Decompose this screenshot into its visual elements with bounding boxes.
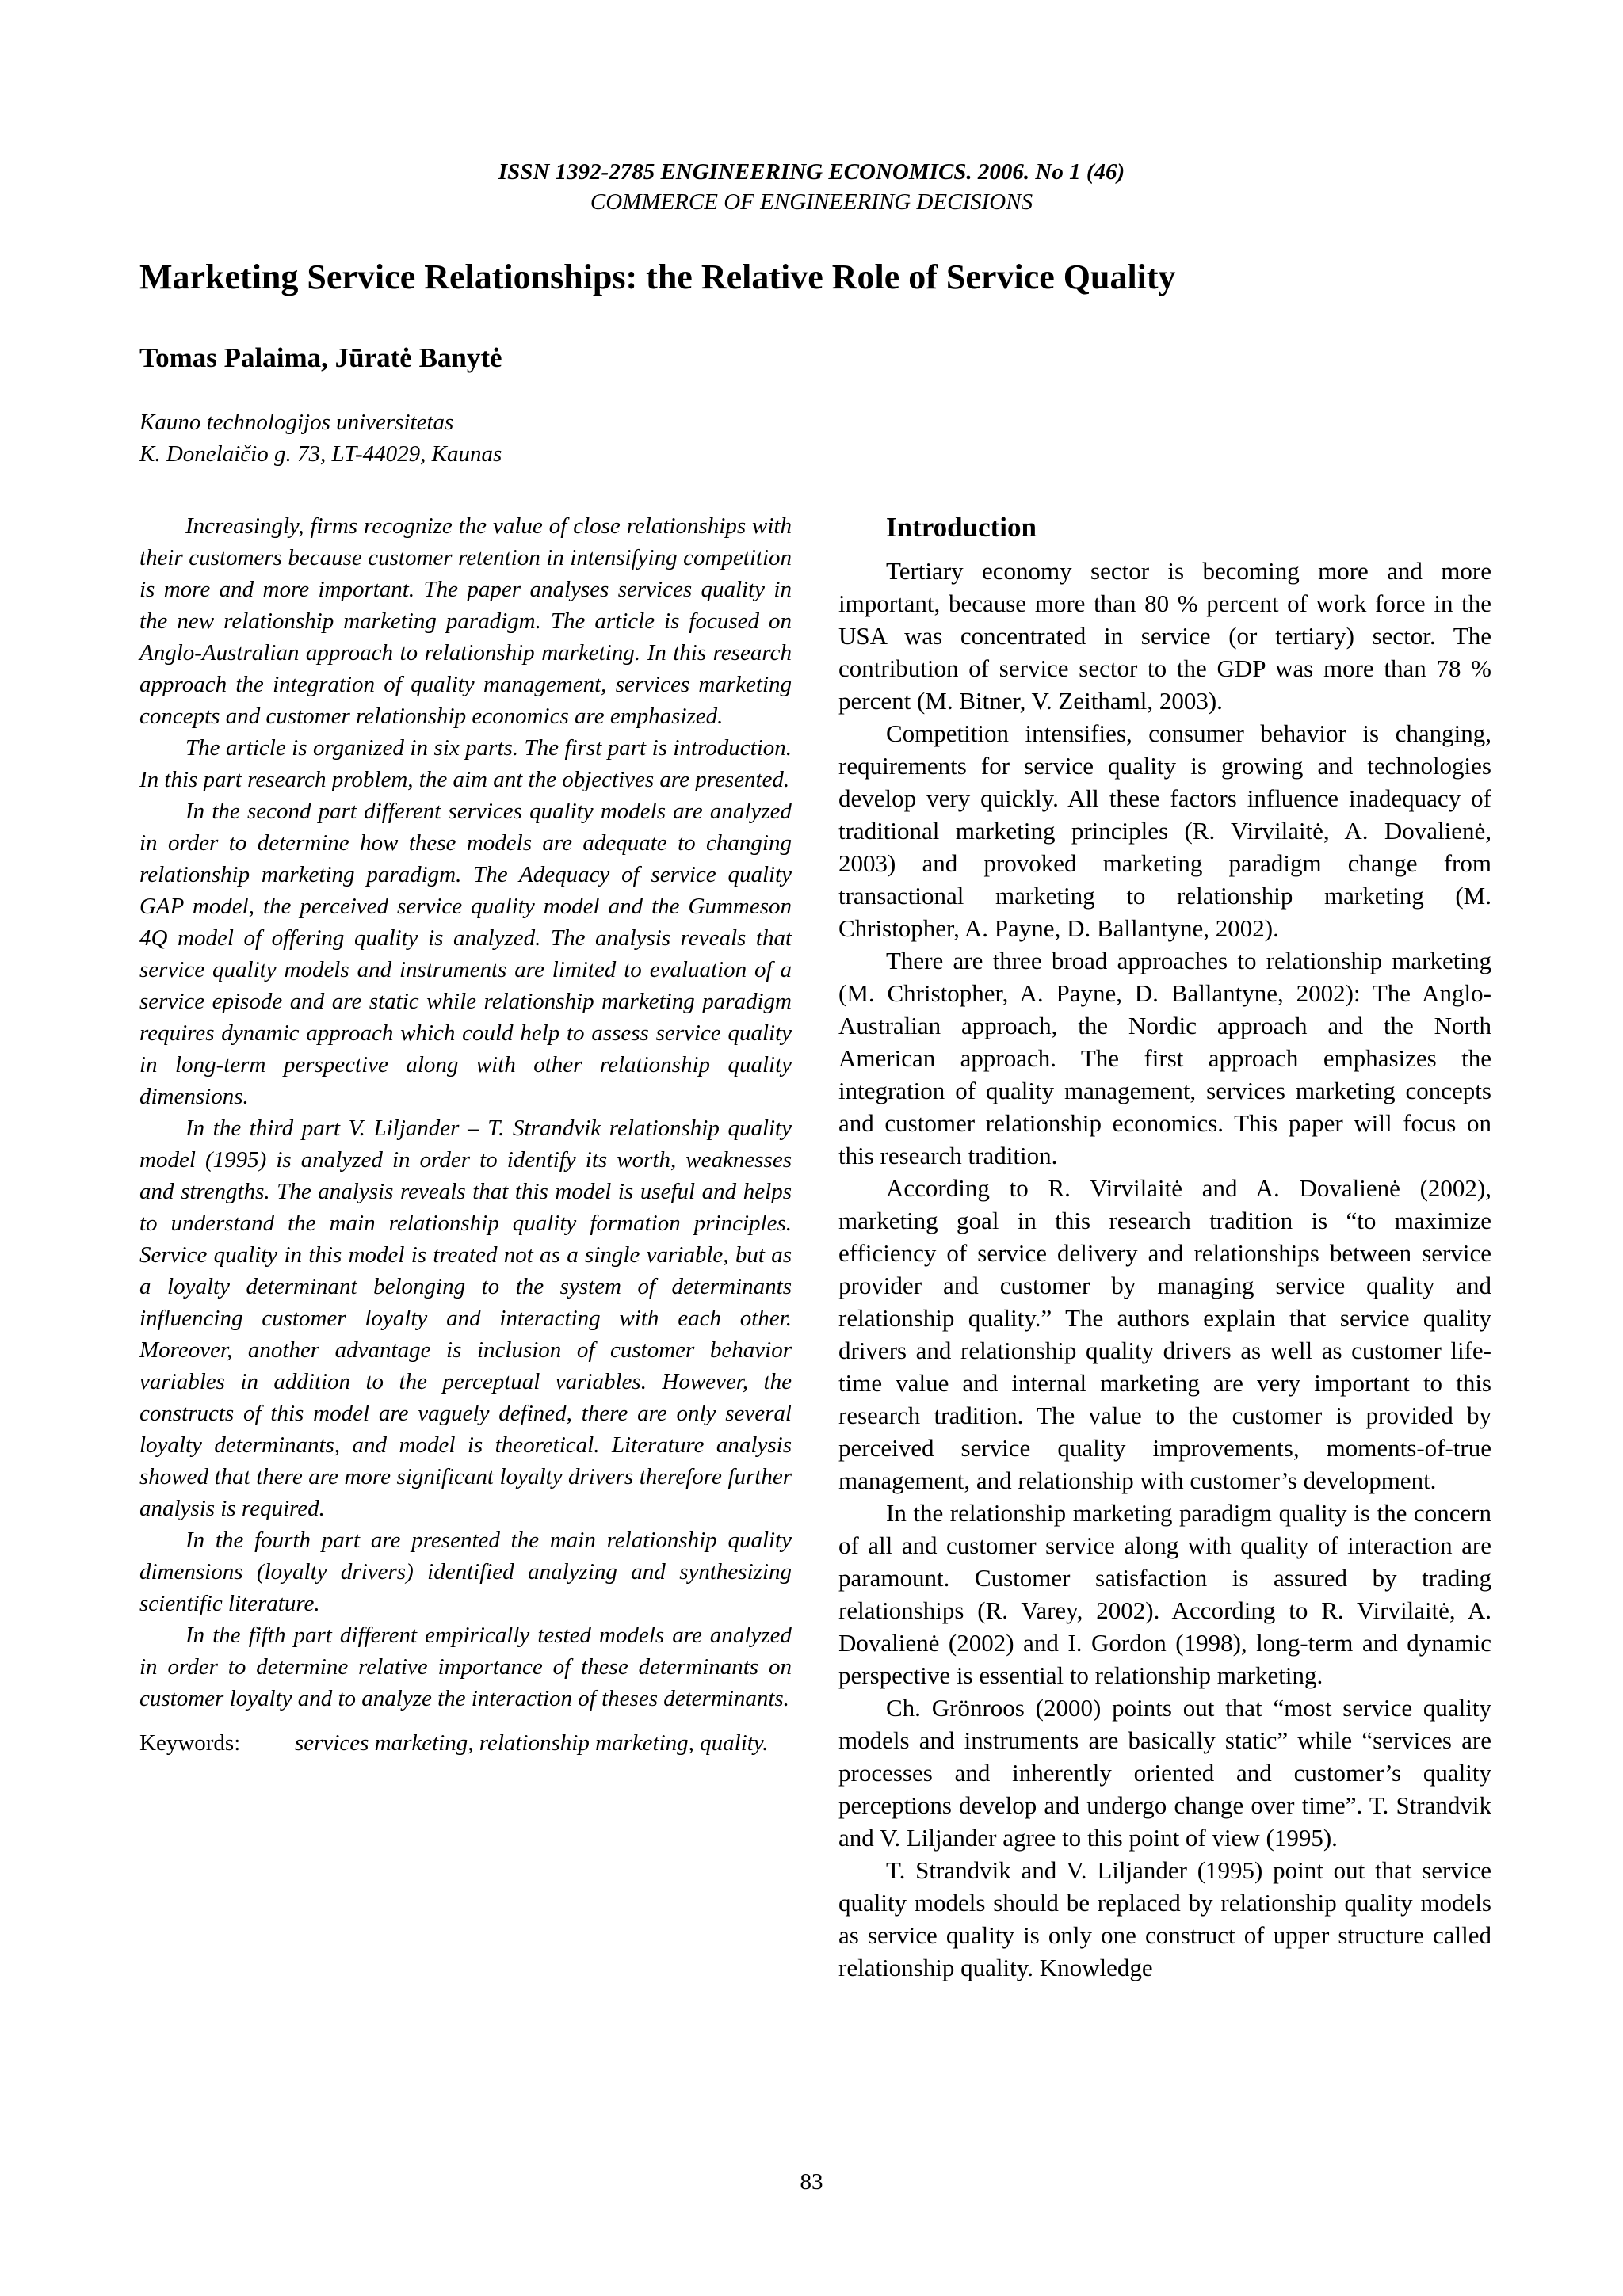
abstract-paragraph: In the fourth part are presented the main relationship quality dimensions (loyalty drivers) identified analyzing and synthesizing scientific literature. — [139, 1527, 792, 1616]
abstract-paragraph: In the third part V. Liljander – T. Strandvik relationship quality model (1995) is analyzed in order to identify its worth, weaknesses and strengths. The analysis reveals that this model is useful and helps to understand the main relationship quality formation principles. Service quality in this model is treated not as a single variable, but as a loyalty determinant belonging to the system of determinants influencing customer loyalty and interacting with each other. Moreover, another advantage is inclusion of customer behavior variables in addition to the perceptual variables. However, the constructs of this model are vaguely defined, there are only several loyalty determinants, and model is theoretical. Literature analysis showed that there are more significant loyalty drivers therefore further analysis is required. — [139, 1116, 792, 1521]
body-paragraph: T. Strandvik and V. Liljander (1995) point out that service quality models should be replaced by relationship quality models as service quality is only one construct of upper structure called relationship quality. Knowledge — [838, 1856, 1491, 1981]
body-paragraph: There are three broad approaches to relationship marketing (M. Christopher, A. Payne, D. Ballantyne, 2002): The Anglo-Australian approach, the Nordic approach and the North American approach. The first approach emphasizes the integration of quality management, services marketing concepts and customer relationship economics. This paper will focus on this research tradition. — [838, 947, 1491, 1169]
section-heading-introduction: Introduction — [886, 512, 1037, 543]
abstract-paragraph: In the fifth part different empirically tested models are analyzed in order to determine relative importance of these determinants on customer loyalty and to analyze the interaction of theses determinants. — [139, 1623, 792, 1711]
paper-title: Marketing Service Relationships: the Relative Role of Service Quality — [139, 257, 1176, 296]
abstract-paragraph: The article is organized in six parts. The first part is introduction. In this part research problem, the aim ant the objectives are presented. — [139, 735, 792, 792]
journal-header — [0, 157, 1623, 217]
introduction-body — [838, 555, 1491, 1984]
body-paragraph: Competition intensifies, consumer behavior is changing, requirements for service quality is growing and technologies develop very quickly. All these factors influence inadequacy of traditional marketing principles (R. Virvilaitė, A. Dovalienė, 2003) and provoked marketing paradigm change from transactional marketing to relationship marketing (M. Christopher, A. Payne, D. Ballantyne, 2002). — [838, 719, 1491, 942]
affiliation-institution: Kauno technologijos universitetas — [139, 410, 454, 435]
keywords — [139, 1727, 792, 1759]
abstract-paragraph: In the second part different services quality models are analyzed in order to determine how these models are adequate to changing relationship marketing paradigm. The Adequacy of service quality GAP model, the perceived service quality model and the Gummeson 4Q model of offering quality is analyzed. The analysis reveals that service quality models and instruments are limited to evaluation of a service episode and are static while relationship marketing paradigm requires dynamic approach which could help to assess service quality in long-term perspective along with other relationship quality dimensions. — [139, 799, 792, 1109]
keywords-label: Keywords: — [139, 1730, 241, 1756]
affiliation — [139, 406, 502, 470]
body-paragraph: According to R. Virvilaitė and A. Dovalienė (2002), marketing goal in this research tradition is “to maximize efficiency of service delivery and relationships between service provider and customer by managing service quality and relationship quality.” The authors explain that service quality drivers and relationship quality drivers as well as customer life-time value and internal marketing are very important to this research tradition. The value to the customer is provided by perceived service quality improvements, moments-of-true management, and relationship with customer’s development. — [838, 1174, 1491, 1494]
body-paragraph: Ch. Grönroos (2000) points out that “most service quality models and instruments are basically static” while “services are processes and inherently oriented and customer’s quality perceptions develop and undergo change over time”. T. Strandvik and V. Liljander agree to this point of view (1995). — [838, 1694, 1491, 1852]
right-column — [838, 510, 1491, 1984]
page-number: 83 — [800, 2169, 823, 2195]
abstract — [139, 510, 792, 1714]
journal-line: ISSN 1392-2785 ENGINEERING ECONOMICS. 2006. No 1 (46) — [498, 159, 1125, 185]
left-column — [139, 510, 792, 1759]
authors: Tomas Palaima, Jūratė Banytė — [139, 342, 502, 373]
abstract-paragraph: Increasingly, firms recognize the value of close relationships with their customers because customer retention in intensifying competition is more and more important. The paper analyses services quality in the new relationship marketing paradigm. The article is focused on Anglo-Australian approach to relationship marketing. In this research approach the integration of quality management, services marketing concepts and customer relationship economics are emphasized. — [139, 513, 792, 729]
affiliation-address: K. Donelaičio g. 73, LT-44029, Kaunas — [139, 441, 502, 467]
body-paragraph: In the relationship marketing paradigm quality is the concern of all and customer service along with quality of interaction are paramount. Customer satisfaction is assured by trading relationships (R. Varey, 2002). According to R. Virvilaitė, A. Dovalienė (2002) and I. Gordon (1998), long-term and dynamic perspective is essential to relationship marketing. — [838, 1499, 1491, 1689]
body-paragraph: Tertiary economy sector is becoming more and more important, because more than 80 % percent of work force in the USA was concentrated in service (or tertiary) sector. The contribution of service sector to the GDP was more than 78 % percent (M. Bitner, V. Zeithaml, 2003). — [838, 557, 1491, 715]
section-line: COMMERCE OF ENGINEERING DECISIONS — [590, 189, 1033, 215]
keywords-text: services marketing, relationship marketing, quality. — [295, 1730, 769, 1756]
